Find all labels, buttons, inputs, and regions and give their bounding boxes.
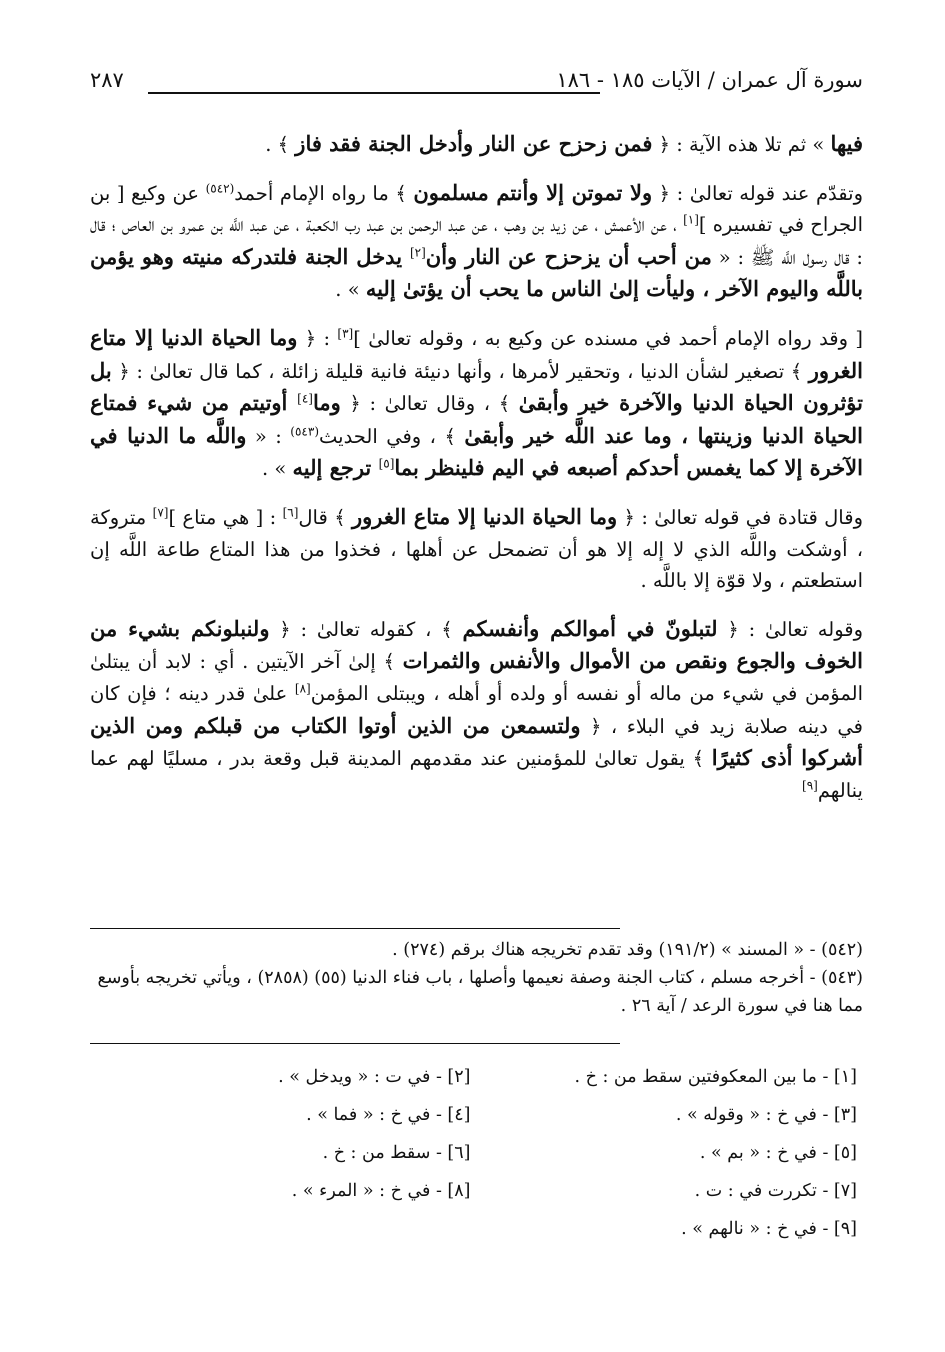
text-run: ﴾ ما رواه الإمام أحمد	[234, 181, 414, 205]
reference-mark: (٥٤٣)	[290, 424, 319, 439]
text-run: » .	[335, 278, 366, 302]
variant-note: [٣] - في خ : « وقوله » .	[675, 1105, 857, 1125]
main-text	[90, 128, 863, 806]
quoted-text: ترجع إليه	[292, 455, 379, 481]
reference-mark: [٥]	[378, 456, 395, 471]
text-run: : [ هي متاع ]	[168, 505, 283, 529]
variant-row	[90, 1172, 863, 1210]
quoted-text: وما	[312, 390, 341, 416]
text-run: وقوله تعالىٰ : ﴿	[717, 617, 864, 641]
paragraph-gap	[90, 306, 863, 322]
text-run: علىٰ قدر دينه ؛ فإن كان في دينه صلابة زيد في البلاء ، ﴿	[90, 681, 863, 738]
variant-note: [٦] - سقط من : خ .	[322, 1143, 471, 1163]
text-run: ، عن الأعمش ، عن زيد بن وهب ، عن عبد الرحمن بن عبد رب الكعبة ، عن عبد اللَّه بن عمرو بن العاص ؛ قال : قال رسول اللَّه ﷺ : «	[90, 213, 863, 269]
text-run: ﴾ ، كقوله تعالىٰ : ﴿	[269, 617, 463, 641]
quoted-text: فيها	[830, 131, 863, 156]
reference-mark: [٣]	[337, 326, 354, 341]
paragraph	[90, 613, 863, 807]
variants-rule	[90, 1043, 620, 1044]
running-title: سورة آل عمران / الآيات ١٨٥ - ١٨٦	[556, 68, 863, 92]
variant-note: [٢] - في ت : « ويدخل » .	[278, 1067, 471, 1087]
quoted-text: فمن زحزح عن النار وأدخل الجنة فقد فاز	[295, 131, 653, 156]
quoted-text: واللَّه ما الدنيا في الآخرة إلا كما يغمس أحدكم أصبعه في اليم فلينظر بما	[90, 422, 863, 481]
paragraph	[90, 177, 863, 306]
variant-row	[90, 1058, 863, 1096]
text-run: وتقدّم عند قوله تعالىٰ : ﴿	[652, 181, 863, 205]
reference-mark: [١]	[683, 212, 699, 227]
quoted-text: ولنبلونكم بشيء من الخوف والجوع ونقص من الأموال والأنفس والثمرات	[90, 615, 863, 674]
text-run: [ وقد رواه الإمام أحمد في مسنده عن وكيع به ، وقوله تعالىٰ ]	[353, 326, 863, 350]
variant-note: [٨] - في خ : « المرء » .	[291, 1181, 471, 1201]
quoted-text: ولا تموتن إلا وأنتم مسلمون	[413, 179, 653, 205]
reference-mark: [٦]	[282, 505, 299, 520]
variant-note: [٤] - في خ : « فما » .	[306, 1105, 471, 1125]
page-header	[90, 64, 863, 104]
paragraph	[90, 322, 863, 485]
paragraph	[90, 501, 863, 597]
quoted-text: وما الحياة الدنيا إلا متاع الغرور	[90, 324, 863, 383]
text-run: وقال قتادة في قوله تعالىٰ : ﴿	[617, 505, 863, 529]
quoted-text: لتبلونّ في أموالكم وأنفسكم	[462, 615, 718, 641]
reference-mark: [٨]	[294, 681, 311, 696]
variant-note: [٩] - في خ : « نالهم » .	[681, 1219, 857, 1239]
paragraph-gap	[90, 597, 863, 613]
footnotes	[90, 936, 863, 1020]
text-run: عن وكيع [ بن الجراح في تفسيره ]	[90, 181, 863, 237]
text-run: » ثم تلا هذه الآية : ﴿	[652, 133, 831, 156]
variant-row	[90, 1134, 863, 1172]
manuscript-variants	[90, 1058, 863, 1248]
text-run: ﴾ تصغير لشأن الدنيا ، وتحقير لأمرها ، وأنها دنيئة فانية قليلة زائلة ، كما قال تعالىٰ : ﴿	[111, 359, 809, 383]
variant-row	[90, 1210, 863, 1248]
page-number: ٢٨٧	[90, 68, 124, 92]
variant-row	[90, 1096, 863, 1134]
text-run: : «	[246, 424, 291, 448]
quoted-text: أوتيتم من شيء فمتاع الحياة الدنيا وزينتها ، وما عند اللَّه خير وأبقىٰ	[90, 390, 864, 448]
variant-note: [١] - ما بين المعكوفتين سقط من : خ .	[574, 1067, 857, 1087]
paragraph	[90, 128, 863, 161]
text-run: ﴾ ، وقال تعالىٰ : ﴿	[340, 392, 519, 416]
text-run: ﴾ قال	[298, 505, 352, 529]
footnote-rule	[90, 928, 620, 929]
text-run: : ﴿	[297, 326, 338, 350]
quoted-text: ولتسمعن من الذين أوتوا الكتاب من قبلكم ومن الذين أشركوا أذى كثيرًا	[90, 712, 863, 771]
variant-note: [٥] - في خ : « بم » .	[699, 1143, 857, 1163]
footnote: (٥٤٢) - « المسند » (١٩١/٢) وقد تقدم تخريجه هناك برقم (٢٧٤) .	[392, 940, 863, 960]
reference-mark: [٧]	[152, 505, 169, 520]
reference-mark: [٤]	[297, 391, 313, 406]
text-run: ﴾ يقول تعالىٰ للمؤمنين عند مقدمهم المدينة قبل وقعة بدر ، مسليًا لهم عما ينالهم	[90, 747, 863, 802]
reference-mark: [٩]	[802, 778, 818, 793]
text-run: ﴾ إلىٰ آخر الآيتين . أي : لابد أن يبتلىٰ المؤمن في شيء من ماله أو نفسه أو ولده أو أهله ، ويبتلى المؤمن	[90, 650, 863, 705]
text-run: ﴾ ، وفي الحديث	[319, 424, 465, 448]
quoted-text: بل تؤثرون الحياة الدنيا والآخرة خير وأبقىٰ	[90, 357, 863, 416]
variant-note: [٧] - تكررت في : ت .	[694, 1181, 857, 1201]
paragraph-gap	[90, 161, 863, 177]
text-run: متروكة ، أوشكت واللَّه الذي لا إله إلا هو أن تضمحل عن أهلها ، فخذوا من هذا المتاع طاعة اللَّه إن استطعتم ، ولا قوّة إلا باللَّه .	[90, 505, 863, 593]
quoted-text: وما الحياة الدنيا إلا متاع الغرور	[352, 503, 618, 529]
header-rule	[148, 92, 600, 94]
quoted-text: من أحب أن يزحزح عن النار وأن	[425, 243, 712, 269]
reference-mark: [٢]	[409, 245, 426, 260]
quoted-text: يدخل الجنة فلتدركه منيته وهو يؤمن باللَّه واليوم الآخر ، وليأت إلىٰ الناس ما يحب أن يؤتىٰ إليه	[90, 243, 863, 302]
reference-mark: (٥٤٢)	[205, 181, 235, 196]
text-run: » .	[262, 457, 293, 481]
paragraph-gap	[90, 485, 863, 501]
text-run: ﴾ .	[265, 133, 296, 156]
footnote: (٥٤٣) - أخرجه مسلم ، كتاب الجنة وصفة نعيمها وأصلها ، باب فناء الدنيا (٥٥) (٢٨٥٨) ، ويأتي تخريجه بأوسع مما هنا في سورة الرعد / آية ٢٦ .	[97, 968, 863, 1016]
